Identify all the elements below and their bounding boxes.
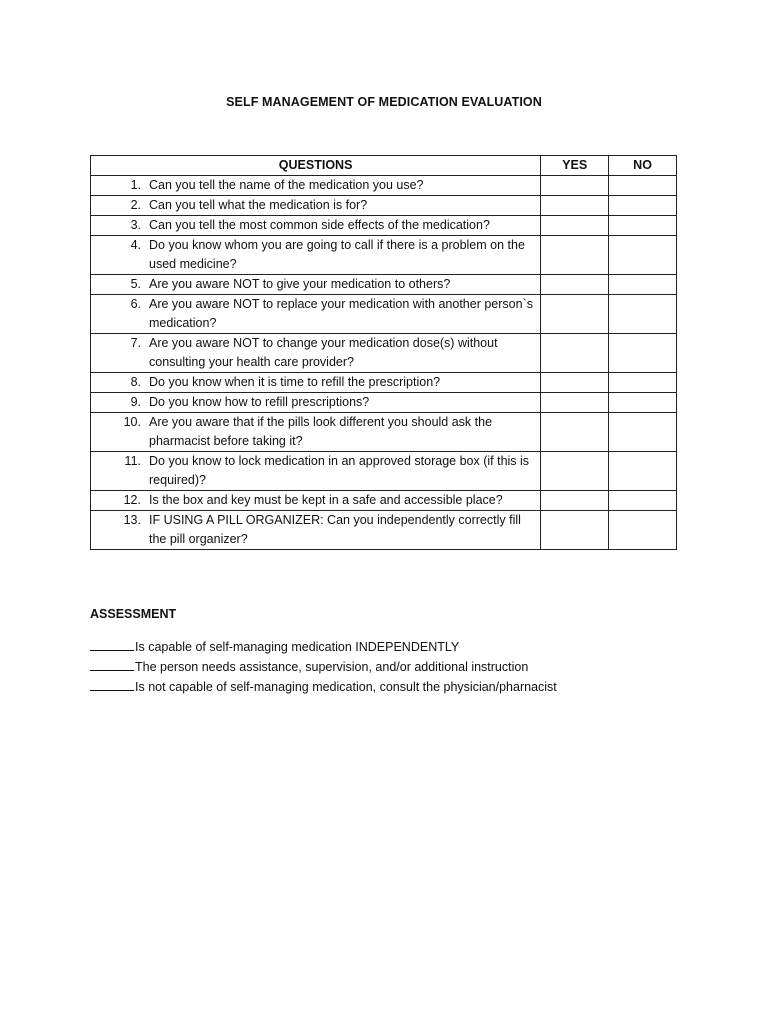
question-cell: [91, 373, 541, 393]
no-cell[interactable]: [609, 196, 677, 216]
question-number: 8.: [130, 375, 141, 389]
question-text: IF USING A PILL ORGANIZER: Can you independently correctly fill the pill organizer?: [149, 513, 521, 546]
question-cell: [91, 452, 541, 491]
table-row: [91, 491, 677, 511]
question-text: Is the box and key must be kept in a safe and accessible place?: [149, 493, 503, 507]
header-no: NO: [609, 156, 677, 176]
page-title: SELF MANAGEMENT OF MEDICATION EVALUATION: [226, 95, 542, 109]
assessment-blank-line[interactable]: [90, 637, 134, 651]
yes-cell[interactable]: [541, 452, 609, 491]
assessment-option-text: Is capable of self-managing medication INDEPENDENTLY: [135, 640, 460, 654]
assessment-option: [90, 677, 557, 697]
question-text: Can you tell what the medication is for?: [149, 198, 368, 212]
question-cell: [91, 295, 541, 334]
yes-cell[interactable]: [541, 216, 609, 236]
assessment-blank-line[interactable]: [90, 677, 134, 691]
question-text: Are you aware NOT to replace your medication with another person`s medication?: [149, 297, 533, 330]
question-number: 12.: [123, 493, 141, 507]
yes-cell[interactable]: [541, 373, 609, 393]
table-row: [91, 452, 677, 491]
question-number: 11.: [124, 454, 141, 468]
table-row: [91, 236, 677, 275]
no-cell[interactable]: [609, 413, 677, 452]
question-cell: [91, 511, 541, 550]
question-number: 7.: [130, 336, 141, 350]
assessment-heading: ASSESSMENT: [90, 607, 177, 621]
header-questions: QUESTIONS: [91, 156, 541, 176]
no-cell[interactable]: [609, 334, 677, 373]
question-cell: [91, 491, 541, 511]
yes-cell[interactable]: [541, 511, 609, 550]
question-number: 6.: [130, 297, 141, 311]
table-row: [91, 275, 677, 295]
question-text: Do you know whom you are going to call if there is a problem on the used medicine?: [149, 238, 525, 271]
question-text: Do you know to lock medication in an approved storage box (if this is required)?: [149, 454, 530, 487]
table-header-row: [91, 156, 677, 176]
yes-cell[interactable]: [541, 275, 609, 295]
yes-cell[interactable]: [541, 413, 609, 452]
no-cell[interactable]: [609, 236, 677, 275]
no-cell[interactable]: [609, 393, 677, 413]
assessment-option-text: The person needs assistance, supervision, and/or additional instruction: [135, 660, 529, 674]
question-number: 13.: [123, 513, 141, 527]
no-cell[interactable]: [609, 452, 677, 491]
question-number: 5.: [130, 277, 141, 291]
assessment-option-text: Is not capable of self-managing medication, consult the physician/pharnacist: [135, 680, 557, 694]
question-cell: [91, 196, 541, 216]
assessment-blank-line[interactable]: [90, 657, 134, 671]
question-text: Are you aware NOT to give your medication to others?: [149, 277, 451, 291]
no-cell[interactable]: [609, 511, 677, 550]
question-cell: [91, 334, 541, 373]
assessment-option: [90, 657, 557, 677]
question-text: Do you know when it is time to refill the prescription?: [149, 375, 441, 389]
table-row: [91, 176, 677, 196]
table-row: [91, 196, 677, 216]
table-row: [91, 393, 677, 413]
table-row: [91, 511, 677, 550]
question-number: 1.: [130, 178, 141, 192]
yes-cell[interactable]: [541, 491, 609, 511]
header-yes: YES: [541, 156, 609, 176]
yes-cell[interactable]: [541, 196, 609, 216]
no-cell[interactable]: [609, 176, 677, 196]
yes-cell[interactable]: [541, 393, 609, 413]
no-cell[interactable]: [609, 373, 677, 393]
question-text: Do you know how to refill prescriptions?: [149, 395, 370, 409]
question-cell: [91, 216, 541, 236]
question-cell: [91, 413, 541, 452]
table-row: [91, 334, 677, 373]
yes-cell[interactable]: [541, 236, 609, 275]
question-cell: [91, 275, 541, 295]
question-text: Are you aware that if the pills look different you should ask the pharmacist before taking it?: [149, 415, 493, 448]
question-number: 10.: [123, 415, 141, 429]
question-number: 3.: [130, 218, 141, 232]
no-cell[interactable]: [609, 275, 677, 295]
no-cell[interactable]: [609, 295, 677, 334]
question-cell: [91, 176, 541, 196]
assessment-list: [90, 637, 557, 697]
question-text: Can you tell the name of the medication you use?: [149, 178, 424, 192]
questions-table: [90, 155, 677, 550]
question-text: Are you aware NOT to change your medication dose(s) without consulting your health care provider?: [149, 336, 498, 369]
question-text: Can you tell the most common side effects of the medication?: [149, 218, 490, 232]
question-cell: [91, 393, 541, 413]
no-cell[interactable]: [609, 491, 677, 511]
table-row: [91, 216, 677, 236]
table-row: [91, 295, 677, 334]
yes-cell[interactable]: [541, 295, 609, 334]
question-cell: [91, 236, 541, 275]
table-row: [91, 413, 677, 452]
table-row: [91, 373, 677, 393]
question-number: 4.: [130, 238, 141, 252]
yes-cell[interactable]: [541, 176, 609, 196]
yes-cell[interactable]: [541, 334, 609, 373]
no-cell[interactable]: [609, 216, 677, 236]
question-number: 2.: [130, 198, 141, 212]
assessment-option: [90, 637, 557, 657]
question-number: 9.: [130, 395, 141, 409]
